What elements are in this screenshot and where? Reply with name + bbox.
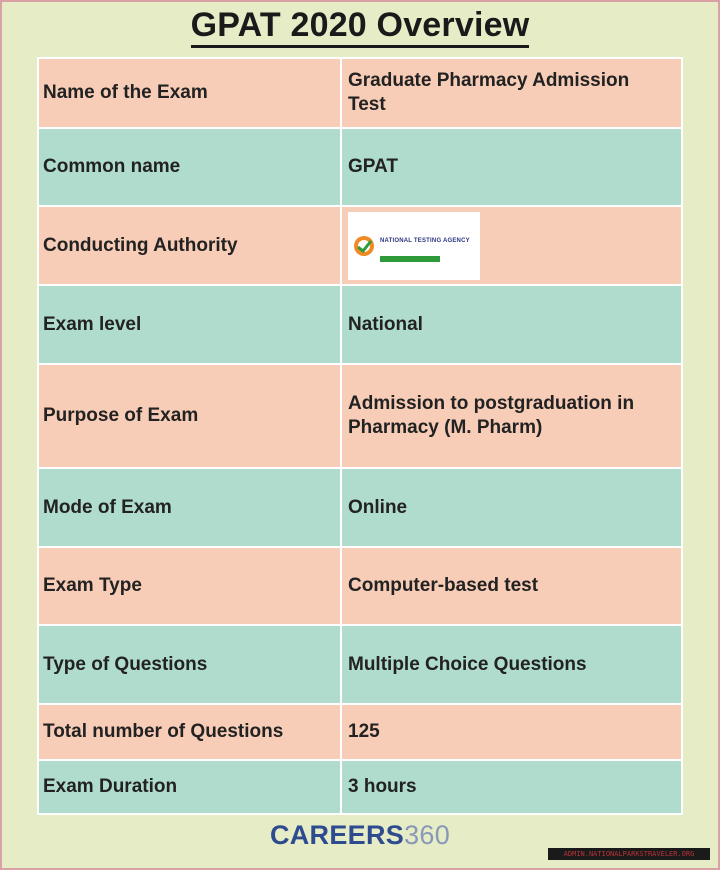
table-row-purpose (39, 365, 681, 469)
table-row-total-questions (39, 705, 681, 761)
row-label: Exam level (39, 286, 342, 363)
row-value: 3 hours (342, 761, 681, 813)
overview-table (37, 57, 683, 815)
table-row-exam-name (39, 59, 681, 129)
source-watermark: ADMIN.NATIONALPARKSTRAVELER.ORG (548, 848, 710, 860)
careers360-logo (0, 820, 720, 851)
row-value: Multiple Choice Questions (342, 626, 681, 703)
row-value: Admission to postgraduation in Pharmacy (M. Pharm) (342, 365, 681, 467)
row-value: GPAT (342, 129, 681, 205)
row-label: Exam Duration (39, 761, 342, 813)
nta-logo (348, 212, 480, 280)
row-label: Purpose of Exam (39, 365, 342, 467)
nta-emblem-icon (352, 234, 376, 258)
row-value-logo (342, 207, 681, 284)
row-label: Exam Type (39, 548, 342, 624)
table-row-exam-type (39, 548, 681, 626)
nta-logo-tagline-bar (380, 256, 440, 262)
row-label: Name of the Exam (39, 59, 342, 127)
careers360-logo-light: 360 (404, 820, 451, 850)
row-label: Total number of Questions (39, 705, 342, 759)
table-row-exam-level (39, 286, 681, 365)
row-label: Conducting Authority (39, 207, 342, 284)
table-row-duration (39, 761, 681, 813)
page-title (0, 6, 720, 45)
table-row-conducting-authority (39, 207, 681, 286)
row-value: 125 (342, 705, 681, 759)
nta-logo-name: NATIONAL TESTING AGENCY (380, 238, 470, 244)
table-row-common-name (39, 129, 681, 207)
row-value: Computer-based test (342, 548, 681, 624)
page-title-text: GPAT 2020 Overview (191, 6, 530, 48)
row-value: Graduate Pharmacy Admission Test (342, 59, 681, 127)
row-label: Mode of Exam (39, 469, 342, 546)
row-value: Online (342, 469, 681, 546)
row-label: Common name (39, 129, 342, 205)
row-label: Type of Questions (39, 626, 342, 703)
row-value: National (342, 286, 681, 363)
careers360-logo-bold: CAREERS (269, 820, 405, 850)
table-row-mode (39, 469, 681, 548)
table-row-question-type (39, 626, 681, 705)
